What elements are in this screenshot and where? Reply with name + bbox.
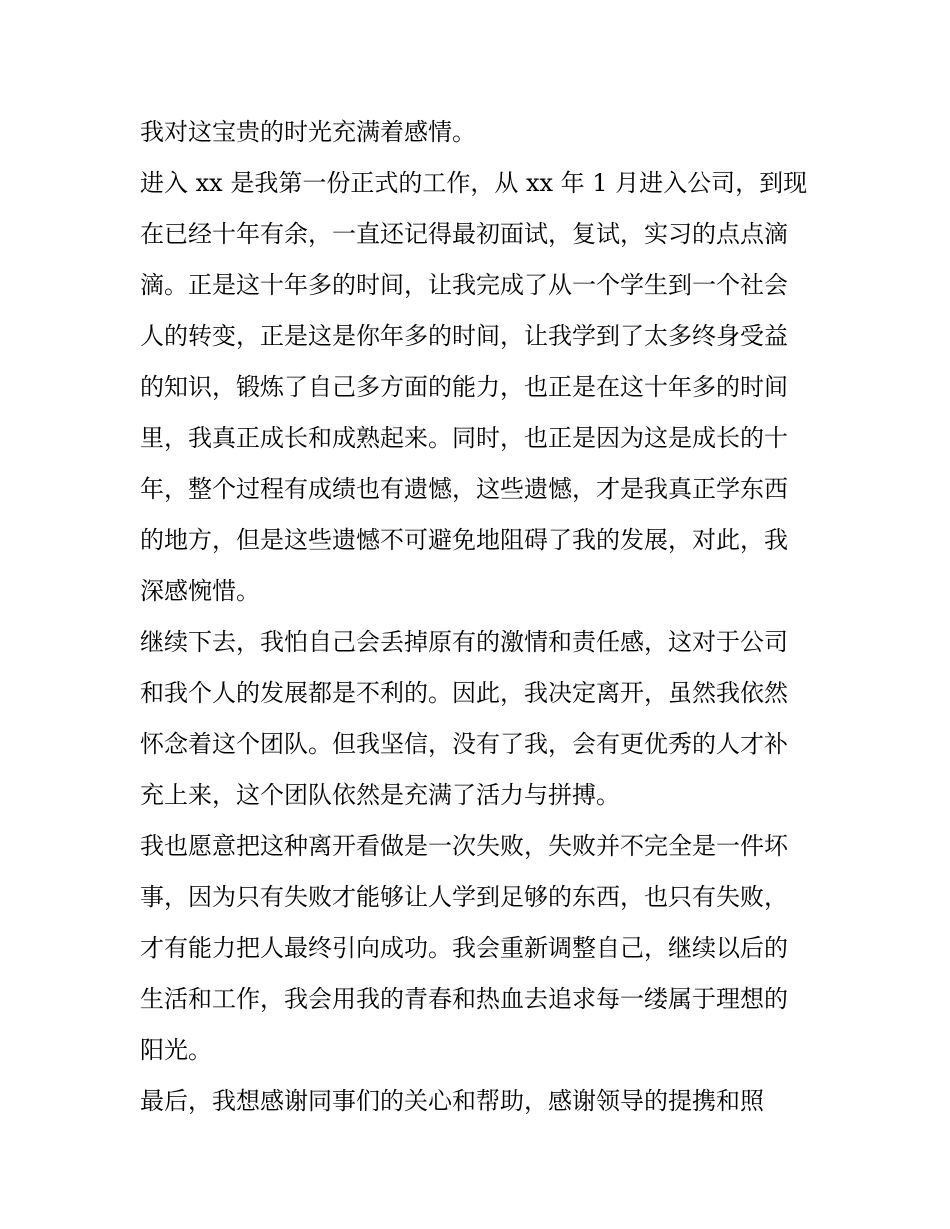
document-body — [140, 107, 820, 1127]
text-line: 最后，我想感谢同事们的关心和帮助，感谢领导的提携和照 — [140, 1087, 764, 1115]
paragraph-2 — [140, 158, 820, 617]
text-line: 继续下去，我怕自己会丢掉原有的激情和责任感，这对于公司 — [140, 628, 788, 656]
paragraph-1 — [140, 107, 820, 158]
text-line: 怀念着这个团队。但我坚信，没有了我，会有更优秀的人才补 — [140, 730, 788, 758]
text-line: 充上来，这个团队依然是充满了活力与拼搏。 — [140, 781, 620, 809]
text-line: 生活和工作，我会用我的青春和热血去追求每一缕属于理想的 — [140, 985, 788, 1013]
text-line: 我对这宝贵的时光充满着感情。 — [140, 118, 476, 146]
text-line: 和我个人的发展都是不利的。因此，我决定离开，虽然我依然 — [140, 679, 788, 707]
text-line: 事，因为只有失败才能够让人学到足够的东西，也只有失败， — [140, 883, 788, 911]
text-line: 里，我真正成长和成熟起来。同时，也正是因为这是成长的十 — [140, 424, 788, 452]
text-line: 的地方，但是这些遗憾不可避免地阻碍了我的发展，对此，我 — [140, 526, 788, 554]
text-line: 人的转变，正是这是你年多的时间，让我学到了太多终身受益 — [140, 322, 788, 350]
text-line: 在已经十年有余，一直还记得最初面试，复试，实习的点点滴 — [140, 220, 788, 248]
text-line: 年，整个过程有成绩也有遗憾，这些遗憾，才是我真正学东西 — [140, 475, 788, 503]
text-line: 阳光。 — [140, 1036, 212, 1064]
text-line: 深感惋惜。 — [140, 577, 260, 605]
paragraph-5 — [140, 1076, 820, 1127]
text-line: 滴。正是这十年多的时间，让我完成了从一个学生到一个社会 — [140, 271, 788, 299]
text-line: 才有能力把人最终引向成功。我会重新调整自己，继续以后的 — [140, 934, 788, 962]
text-line: 进入 xx 是我第一份正式的工作，从 xx 年 1 月进入公司，到现 — [140, 169, 808, 197]
text-line: 我也愿意把这种离开看做是一次失败，失败并不完全是一件坏 — [140, 832, 788, 860]
text-line: 的知识，锻炼了自己多方面的能力，也正是在这十年多的时间 — [140, 373, 788, 401]
paragraph-4 — [140, 821, 820, 1076]
paragraph-3 — [140, 617, 820, 821]
